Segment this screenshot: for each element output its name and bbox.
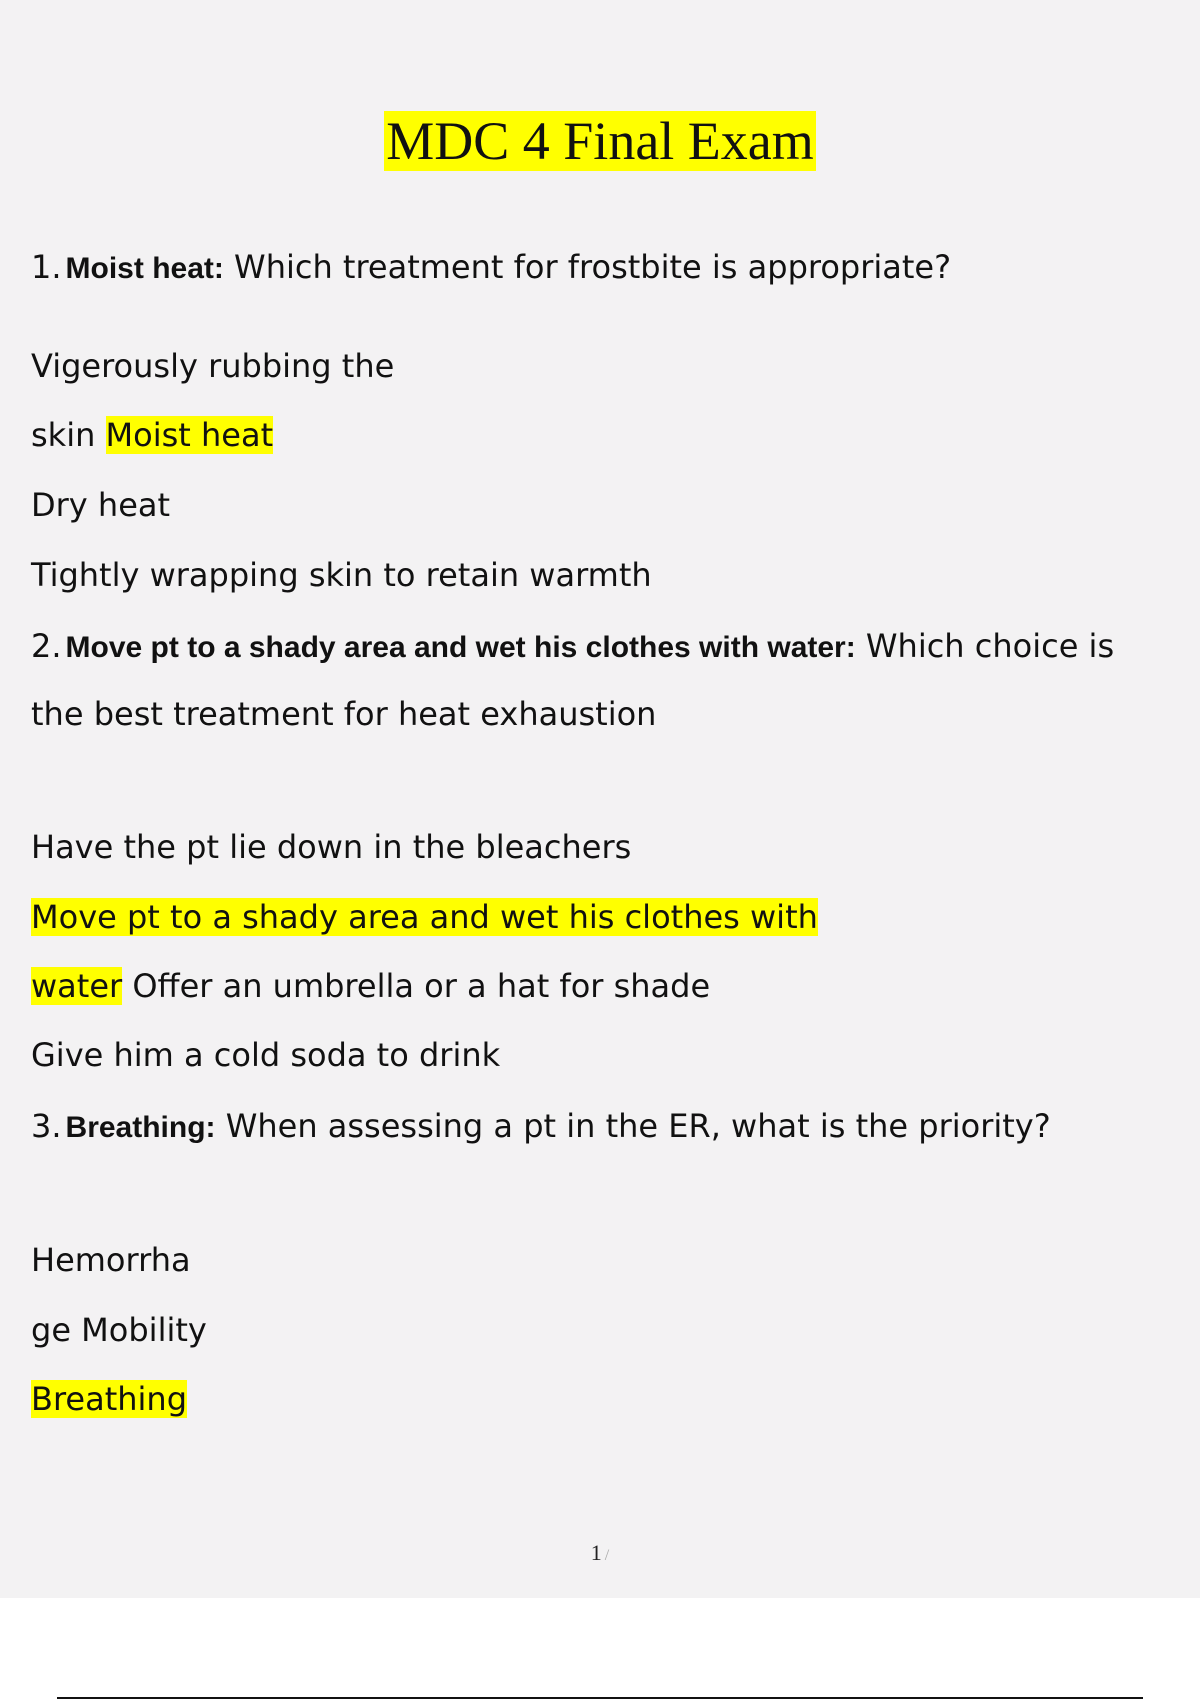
question-prompt: Which treatment for frostbite is appropriate?: [223, 248, 952, 286]
highlighted-answer: water: [31, 967, 123, 1005]
footer-divider: [57, 1697, 1143, 1699]
option-text: Dry heat: [31, 486, 171, 524]
option-line: [31, 896, 818, 938]
question-answer-bold: Move pt to a shady area and wet his clothes with water:: [65, 631, 856, 664]
question-1-heading: [31, 246, 951, 290]
option-line: [31, 1378, 187, 1420]
question-2-heading: [31, 625, 1114, 669]
option-text: skin: [31, 416, 106, 454]
document-title: [0, 108, 1200, 174]
highlighted-answer: Move pt to a shady area and wet his clothes with: [31, 898, 818, 936]
document-title-text: MDC 4 Final Exam: [386, 111, 814, 171]
highlighted-answer: Breathing: [31, 1380, 188, 1418]
question-prompt: Which choice is: [855, 627, 1115, 665]
question-number: 2.: [31, 627, 62, 665]
option-text: Vigerously rubbing the: [31, 347, 395, 385]
option-text: Tightly wrapping skin to retain warmth: [31, 556, 652, 594]
page-number: [0, 1540, 1200, 1566]
question-3-heading: [31, 1105, 1051, 1149]
question-answer-bold: Breathing:: [65, 1111, 216, 1144]
option-line: [31, 965, 710, 1007]
page-number-value: 1: [590, 1540, 602, 1565]
question-answer-bold: Moist heat:: [65, 252, 224, 285]
question-number: 3.: [31, 1107, 62, 1145]
question-prompt-continued: the best treatment for heat exhaustion: [31, 695, 657, 733]
option-text: ge Mobility: [31, 1311, 207, 1349]
option-line: [31, 414, 273, 456]
option-text: Hemorrha: [31, 1241, 191, 1279]
option-text: Have the pt lie down in the bleachers: [31, 828, 632, 866]
question-prompt: When assessing a pt in the ER, what is the priority?: [215, 1107, 1051, 1145]
page-number-separator: /: [604, 1547, 610, 1564]
option-text: Give him a cold soda to drink: [31, 1036, 501, 1074]
option-text: Offer an umbrella or a hat for shade: [122, 967, 711, 1005]
highlighted-answer: Moist heat: [105, 416, 274, 454]
question-number: 1.: [31, 248, 62, 286]
